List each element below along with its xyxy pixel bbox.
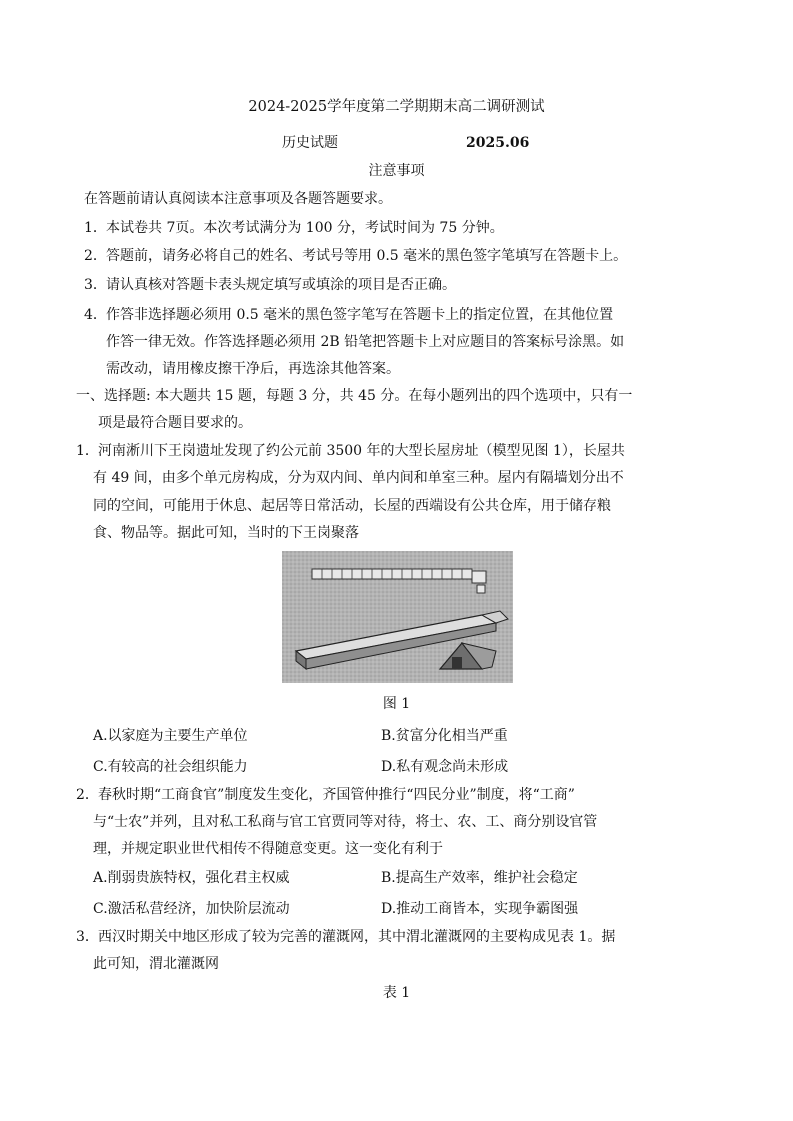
notice-intro: 在答题前请认真阅读本注意事项及各题答题要求。 <box>84 191 392 207</box>
option-b: B.提高生产效率，维护社会稳定 <box>381 870 578 886</box>
subject-label: 历史试题 <box>282 135 338 151</box>
notice-item-num: 4． <box>84 307 107 323</box>
notice-item-line: 作答一律无效。作答选择题必须用 2B 铅笔把答题卡上对应题目的答案标号涂黑。如 <box>106 334 625 350</box>
option-c: C.激活私营经济，加快阶层流动 <box>93 901 290 917</box>
option-c: C.有较高的社会组织能力 <box>93 759 248 775</box>
question-text: 此可知，渭北灌溉网 <box>93 956 219 972</box>
question-text: 食、物品等。据此可知，当时的下王岗聚落 <box>93 525 359 541</box>
section-heading: 项是最符合题目要求的。 <box>98 415 252 431</box>
question-num: 2． <box>76 787 99 803</box>
question-text: 理，并规定职业世代相传不得随意变更。这一变化有利于 <box>93 841 443 857</box>
option-d: D.推动工商皆本，实现争霸图强 <box>381 901 579 917</box>
question-text: 西汉时期关中地区形成了较为完善的灌溉网，其中渭北灌溉网的主要构成见表 1。据 <box>98 929 616 945</box>
option-a: A.削弱贵族特权，强化君主权威 <box>93 870 290 886</box>
question-text: 河南淅川下王岗遗址发现了约公元前 3500 年的大型长屋房址（模型见图 1），长屋共 <box>98 443 625 459</box>
longhouse-model-photo <box>282 551 513 683</box>
notice-item-line: 本试卷共 7页。本次考试满分为 100 分，考试时间为 75 分钟。 <box>106 220 504 236</box>
table-caption: 表 1 <box>382 985 411 1001</box>
notice-item-line: 作答非选择题必须用 0.5 毫米的黑色签字笔写在答题卡上的指定位置，在其他位置 <box>106 307 614 323</box>
figure-caption: 图 1 <box>382 696 411 712</box>
option-a: A.以家庭为主要生产单位 <box>93 728 248 744</box>
question-num: 1． <box>76 443 99 459</box>
option-b: B.贫富分化相当严重 <box>381 728 508 744</box>
question-text: 同的空间，可能用于休息、起居等日常活动，长屋的西端设有公共仓库，用于储存粮 <box>93 498 611 514</box>
notice-item-num: 3． <box>84 277 107 293</box>
question-text: 与“士农”并列，且对私工私商与官工官贾同等对待，将士、农、工、商分别设官管 <box>93 814 598 830</box>
notice-item-num: 2． <box>84 248 107 264</box>
exam-date: 2025.06 <box>466 135 530 151</box>
exam-title: 2024-2025学年度第二学期期末高二调研测试 <box>248 99 545 115</box>
section-heading: 一、选择题: 本大题共 15 题，每题 3 分，共 45 分。在每小题列出的四个选项中，只有一 <box>76 388 633 404</box>
notice-item-line: 答题前，请务必将自己的姓名、考试号等用 0.5 毫米的黑色签字笔填写在答题卡上。 <box>106 248 628 264</box>
option-d: D.私有观念尚未形成 <box>381 759 509 775</box>
question-num: 3． <box>76 929 99 945</box>
question-text: 春秋时期“工商食官”制度发生变化，齐国管仲推行“四民分业”制度，将“工商” <box>98 787 575 803</box>
notice-title: 注意事项 <box>368 163 425 179</box>
notice-item-line: 需改动，请用橡皮擦干净后，再选涂其他答案。 <box>106 361 400 377</box>
question-text: 有 49 间，由多个单元房构成，分为双内间、单内间和单室三种。屋内有隔墙划分出不 <box>93 470 624 486</box>
notice-item-num: 1． <box>84 220 107 236</box>
notice-item-line: 请认真核对答题卡表头规定填写或填涂的项目是否正确。 <box>106 277 456 293</box>
